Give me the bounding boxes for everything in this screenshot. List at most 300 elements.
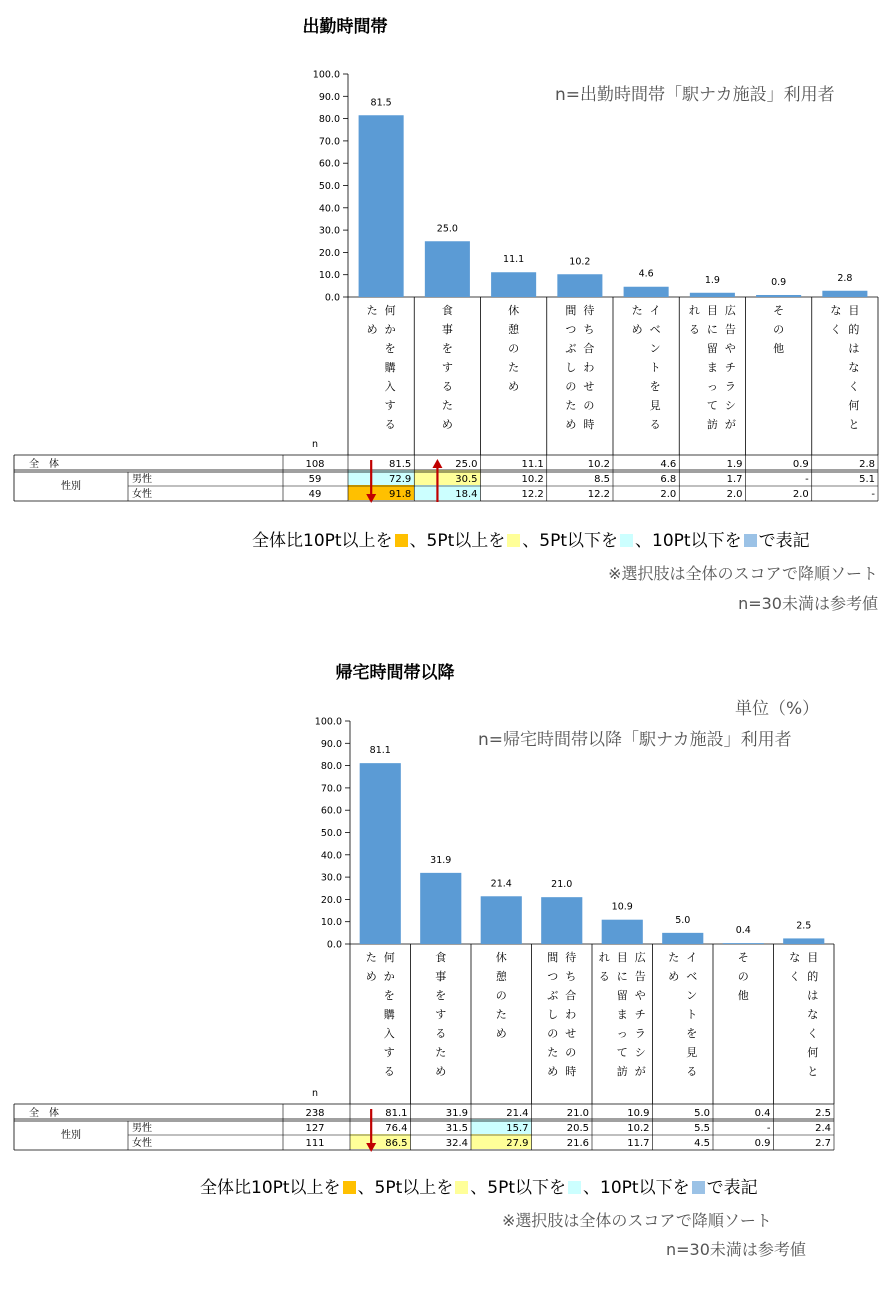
legend-text: 、10Pt以下を [635, 531, 742, 551]
row-n: 127 [305, 1123, 325, 1134]
category-label-char: 時 [583, 418, 595, 431]
y-tick-label: 30.0 [320, 872, 342, 884]
category-label-char: た [668, 951, 680, 964]
bar-value-label: 2.5 [796, 920, 812, 932]
category-label-char: イ [649, 304, 661, 317]
category-label-char: の [565, 1046, 577, 1059]
row-label-total: 全 体 [29, 459, 59, 470]
bar [481, 896, 522, 944]
category-label-char: す [384, 399, 396, 412]
category-label-char: ま [706, 361, 718, 374]
legend-text: 、5Pt以下を [522, 531, 619, 551]
category-label-char: 入 [383, 1027, 395, 1040]
category-label-char: た [547, 1046, 559, 1059]
n-header: n [311, 439, 319, 450]
category-label-char: ン [649, 342, 661, 355]
y-tick-label: 70.0 [320, 783, 342, 795]
table-cell: 0.9 [754, 1138, 771, 1149]
category-label-char: 事 [441, 323, 453, 336]
category-label-char: た [565, 399, 577, 412]
category-label-char: そ [773, 304, 785, 317]
category-label-char: 憩 [495, 970, 507, 983]
category-label [496, 950, 508, 1040]
unit-label: 単位（%） [735, 699, 820, 719]
category-label-char: わ [583, 361, 595, 374]
category-label-char: く [830, 323, 842, 336]
category-label-char: つ [565, 323, 577, 336]
category-label-char: の [495, 989, 507, 1002]
category-label-char: の [547, 1027, 559, 1040]
category-label-char: チ [724, 361, 736, 374]
table-cell: - [766, 1123, 771, 1134]
category-label-char: す [435, 1008, 447, 1021]
bar [491, 272, 536, 297]
category-label-char: は [807, 989, 819, 1002]
category-label-char: ベ [686, 970, 698, 983]
legend-swatch-plus5 [455, 1181, 468, 1194]
category-label [385, 304, 396, 431]
category-label [650, 304, 661, 431]
category-label-char: 的 [807, 970, 819, 983]
bar [723, 943, 764, 944]
category-label-char: 広 [634, 951, 646, 964]
category-label-char: 食 [435, 951, 447, 964]
category-label-char: 何 [807, 1046, 819, 1059]
table-cell: 2.4 [815, 1123, 831, 1134]
y-tick-label: 10.0 [320, 917, 342, 929]
category-label-char: の [565, 380, 577, 393]
legend-swatch-plus10 [395, 534, 408, 547]
table-cell: 15.7 [506, 1123, 529, 1134]
table-cell: 8.5 [594, 474, 610, 485]
table-cell: 81.1 [385, 1108, 408, 1119]
category-label-char: く [848, 380, 860, 393]
legend-swatch-plus10 [343, 1181, 356, 1194]
bar-value-label: 31.9 [430, 854, 452, 866]
category-label-char: 広 [724, 304, 736, 317]
category-label-char: ま [616, 1008, 628, 1021]
category-label [384, 951, 395, 1078]
category-label-char: れ [598, 951, 610, 964]
bar [783, 938, 824, 944]
table-cell: 1.7 [726, 474, 743, 485]
y-tick-label: 70.0 [318, 136, 340, 148]
table-cell: 21.4 [506, 1108, 529, 1119]
reference-note: n=30未満は参考値 [738, 594, 878, 613]
category-label-char: ぶ [565, 342, 577, 355]
category-label-char: イ [686, 951, 698, 964]
legend [200, 1173, 758, 1198]
y-tick-label: 60.0 [318, 158, 340, 170]
category-label-char: を [383, 989, 395, 1002]
category-label [547, 951, 558, 1078]
category-label [689, 304, 700, 336]
category-label-char: し [565, 361, 577, 374]
category-label-char: 見 [686, 1046, 698, 1059]
category-label-char: 購 [384, 361, 396, 374]
category-label-char: か [384, 323, 396, 336]
category-label-char: わ [565, 1008, 577, 1021]
n-label: n=出勤時間帯「駅ナカ施設」利用者 [555, 85, 835, 105]
table-cell: 72.9 [388, 474, 412, 485]
category-label-char: 何 [383, 951, 395, 964]
bar [624, 287, 669, 297]
category-label-char: 食 [441, 304, 453, 317]
y-tick-label: 40.0 [318, 203, 340, 215]
category-label [635, 951, 646, 1078]
category-label-char: っ [616, 1027, 628, 1040]
row-label: 男性 [132, 474, 152, 485]
legend-text: で表記 [706, 1178, 758, 1198]
category-label-char: の [773, 323, 785, 336]
table-cell: 76.4 [385, 1123, 408, 1134]
table-cell: - [871, 489, 875, 500]
category-label-char: せ [583, 380, 595, 393]
table-cell: 1.9 [726, 459, 743, 470]
category-label-char: 待 [583, 304, 595, 317]
bar [690, 293, 735, 297]
category-label-char: 訪 [706, 418, 718, 431]
row-label: 男性 [132, 1123, 152, 1134]
category-label-char: た [441, 399, 453, 412]
row-n: 49 [308, 489, 322, 500]
category-label [565, 304, 576, 431]
y-tick-label: 40.0 [320, 850, 342, 862]
table-cell: 12.2 [587, 489, 610, 500]
y-tick-label: 30.0 [318, 225, 340, 237]
category-label-char: 入 [384, 380, 396, 393]
chart-title: 帰宅時間帯以降 [335, 663, 455, 683]
table-cell: 2.0 [726, 489, 743, 500]
group-label: 性別 [61, 481, 81, 492]
category-label-char: た [435, 1046, 447, 1059]
category-label-char: 目 [807, 951, 819, 964]
bar [557, 274, 602, 297]
category-label-char: め [668, 970, 680, 983]
bar-value-label: 21.0 [551, 879, 573, 891]
chart-title: 出勤時間帯 [302, 17, 388, 37]
category-label-char: め [366, 323, 378, 336]
category-label-char: て [706, 399, 718, 412]
category-label [367, 304, 378, 336]
category-label [442, 304, 453, 431]
category-label [435, 951, 446, 1078]
category-label-char: を [649, 380, 661, 393]
legend [252, 526, 810, 551]
legend-swatch-minus10 [744, 534, 757, 547]
category-label-char: と [807, 1065, 819, 1078]
category-label-char: ン [686, 989, 698, 1002]
category-label [668, 951, 679, 983]
category-label-char: が [634, 1065, 646, 1078]
category-label [583, 303, 594, 431]
category-label-char: る [686, 1065, 698, 1078]
table-cell: 2.7 [815, 1138, 831, 1149]
table-cell: 32.4 [445, 1138, 468, 1149]
bar-value-label: 81.5 [370, 97, 392, 109]
category-label-char: 他 [773, 342, 785, 355]
category-label [789, 951, 800, 983]
y-tick-label: 80.0 [318, 114, 340, 126]
y-tick-label: 90.0 [320, 738, 342, 750]
y-tick-label: 80.0 [320, 761, 342, 773]
category-label-char: め [495, 1027, 507, 1040]
table-cell: 0.9 [792, 459, 809, 470]
y-tick-label: 20.0 [318, 247, 340, 259]
bar-value-label: 10.9 [611, 901, 633, 913]
row-n: 59 [308, 474, 322, 485]
category-label-char: 告 [634, 970, 646, 983]
n-header: n [311, 1088, 319, 1099]
category-label [773, 304, 784, 355]
bar [360, 763, 401, 944]
category-label [508, 303, 520, 393]
category-label-char: 留 [616, 989, 628, 1002]
sort-note: ※選択肢は全体のスコアで降順ソート [502, 1211, 772, 1230]
sort-note: ※選択肢は全体のスコアで降順ソート [608, 564, 878, 583]
category-label-char: く [807, 1027, 819, 1040]
row-label: 女性 [132, 1138, 152, 1149]
legend-text: 、5Pt以上を [357, 1178, 454, 1198]
category-label-char: 憩 [508, 323, 520, 336]
category-label-char: た [366, 304, 378, 317]
legend-text: 全体比10Pt以上を [252, 531, 393, 551]
bar-value-label: 25.0 [436, 223, 458, 235]
y-tick-label: 100.0 [314, 716, 342, 728]
category-label-char: の [583, 399, 595, 412]
table-cell: 6.8 [660, 474, 677, 485]
category-label-char: 間 [547, 951, 559, 964]
category-label-char: め [565, 418, 577, 431]
category-label-char: や [724, 342, 736, 355]
category-label-char: る [441, 380, 453, 393]
row-n: 238 [305, 1108, 325, 1119]
category-label-char: 的 [848, 323, 860, 336]
category-label-char: が [724, 418, 736, 431]
category-label [725, 304, 736, 431]
table-cell: 11.1 [521, 459, 544, 470]
category-label-char: は [848, 342, 860, 355]
category-label-char: め [631, 323, 643, 336]
category-label-char: に [706, 323, 718, 336]
category-label-char: 合 [583, 342, 595, 355]
category-label-char: め [508, 380, 520, 393]
y-tick-label: 0.0 [326, 939, 342, 951]
table-cell: - [805, 474, 809, 485]
row-label-total: 全 体 [29, 1108, 59, 1119]
chart-2 [0, 710, 892, 1155]
category-label-char: せ [565, 1027, 577, 1040]
category-label-char: す [441, 361, 453, 374]
legend-text: 、10Pt以下を [583, 1178, 690, 1198]
category-label [366, 951, 377, 983]
legend-swatch-minus5 [620, 534, 633, 547]
category-label-char: ベ [649, 323, 661, 336]
table-cell: 20.5 [566, 1123, 589, 1134]
category-label-char: ち [565, 970, 577, 983]
category-label-char: ラ [724, 380, 736, 393]
category-label [599, 951, 610, 983]
bar [359, 115, 404, 297]
legend-swatch-minus5 [568, 1181, 581, 1194]
category-label-char: た [631, 304, 643, 317]
bar-value-label: 2.8 [837, 272, 853, 284]
category-label-char: ラ [634, 1027, 646, 1040]
row-n: 111 [305, 1138, 325, 1149]
bar-value-label: 0.4 [735, 925, 751, 937]
category-label-char: 合 [565, 989, 577, 1002]
table-cell: 4.5 [694, 1138, 710, 1149]
bar [425, 241, 470, 297]
table-cell: 18.4 [455, 489, 478, 500]
category-label-char: 留 [706, 342, 718, 355]
category-label-char: 見 [649, 399, 661, 412]
bar-value-label: 81.1 [369, 745, 391, 757]
table-cell: 30.5 [455, 474, 478, 485]
table-cell: 2.0 [792, 489, 809, 500]
legend-text: 、5Pt以下を [470, 1178, 567, 1198]
category-label-char: の [737, 970, 749, 983]
table-cell: 10.2 [521, 474, 544, 485]
table-cell: 4.6 [660, 459, 677, 470]
category-label [738, 951, 749, 1002]
category-label-char: る [384, 418, 396, 431]
category-label-char: る [383, 1065, 395, 1078]
category-label-char: に [616, 970, 628, 983]
table-cell: 0.4 [754, 1108, 771, 1119]
bar [541, 897, 582, 944]
bar-value-label: 11.1 [503, 254, 525, 266]
category-label-char: つ [547, 970, 559, 983]
category-label-char: チ [634, 1008, 646, 1021]
category-label-char: 購 [383, 1008, 395, 1021]
category-label [830, 304, 841, 336]
category-label-char: そ [737, 951, 749, 964]
category-label-char: た [365, 951, 377, 964]
table-cell: 86.5 [385, 1138, 408, 1149]
table-cell: 21.0 [566, 1108, 589, 1119]
table-cell: 81.5 [388, 459, 412, 470]
category-label [617, 951, 628, 1078]
category-label-char: し [547, 1008, 559, 1021]
reference-note: n=30未満は参考値 [666, 1240, 806, 1259]
category-label-char: く [789, 970, 801, 983]
category-label [707, 304, 718, 431]
category-label-char: 目 [616, 951, 628, 964]
y-tick-label: 100.0 [312, 69, 340, 81]
category-label-char: る [688, 323, 700, 336]
y-tick-label: 50.0 [320, 828, 342, 839]
category-label-char: っ [706, 380, 718, 393]
category-label-char: と [848, 418, 860, 431]
category-label-char: た [508, 361, 520, 374]
bar [662, 933, 703, 944]
category-label [807, 951, 818, 1078]
category-label-char: 目 [706, 304, 718, 317]
category-label-char: 何 [384, 304, 396, 317]
y-tick-label: 10.0 [318, 270, 340, 282]
n-label: n=帰宅時間帯以降「駅ナカ施設」利用者 [478, 730, 792, 750]
table-cell: 10.2 [627, 1123, 650, 1134]
y-tick-label: 90.0 [318, 91, 340, 103]
table-cell: 12.2 [521, 489, 544, 500]
y-tick-label: 60.0 [320, 805, 342, 817]
bar-value-label: 4.6 [638, 268, 654, 280]
y-tick-label: 0.0 [324, 292, 340, 304]
table-cell: 10.9 [627, 1108, 650, 1119]
category-label-char: を [686, 1027, 698, 1040]
category-label-char: を [435, 989, 447, 1002]
y-tick-label: 20.0 [320, 894, 342, 906]
category-label [632, 304, 643, 336]
category-label-char: ト [649, 361, 661, 374]
bar-value-label: 21.4 [490, 878, 512, 890]
category-label [848, 304, 859, 431]
category-label-char: の [508, 342, 520, 355]
category-label-char: な [789, 951, 801, 964]
category-label-char: る [649, 418, 661, 431]
category-label-char: て [616, 1046, 628, 1059]
category-label-char: め [547, 1065, 559, 1078]
category-label-char: 休 [508, 304, 520, 317]
legend-text: 、5Pt以上を [409, 531, 506, 551]
table-cell: 2.8 [859, 459, 875, 470]
table-cell: 5.0 [694, 1108, 710, 1119]
bar-value-label: 5.0 [675, 914, 691, 926]
category-label-char: ち [583, 323, 595, 336]
bar [420, 873, 461, 944]
trend-arrow-head [432, 459, 442, 468]
legend-text: で表記 [758, 531, 810, 551]
category-label-char: 休 [495, 951, 507, 964]
category-label-char: 訪 [616, 1065, 628, 1078]
category-label-char: 告 [724, 323, 736, 336]
category-label-char: る [435, 1027, 447, 1040]
table-cell: 5.1 [859, 474, 875, 485]
category-label-char: た [495, 1008, 507, 1021]
chart-1 [0, 60, 892, 505]
category-label-char: や [634, 989, 646, 1002]
legend-swatch-minus10 [692, 1181, 705, 1194]
bar [602, 920, 643, 944]
table-cell: 2.0 [660, 489, 677, 500]
table-cell: 31.9 [445, 1108, 468, 1119]
category-label-char: 目 [848, 304, 860, 317]
category-label-char: を [384, 342, 396, 355]
table-cell: 2.5 [815, 1108, 831, 1119]
category-label-char: 事 [435, 970, 447, 983]
category-label-char: シ [724, 399, 736, 412]
bar-value-label: 0.9 [771, 276, 787, 288]
category-label-char: な [848, 361, 860, 374]
category-label-char: れ [688, 304, 700, 317]
table-cell: 31.5 [445, 1123, 468, 1134]
category-label [565, 950, 576, 1078]
table-cell: 11.7 [627, 1138, 650, 1149]
category-label-char: か [383, 970, 395, 983]
category-label-char: め [441, 418, 453, 431]
legend-swatch-plus5 [507, 534, 520, 547]
category-label-char: ぶ [547, 989, 559, 1002]
category-label-char: 待 [565, 951, 577, 964]
group-label: 性別 [61, 1130, 81, 1141]
legend-text: 全体比10Pt以上を [200, 1178, 341, 1198]
bar-value-label: 1.9 [704, 274, 720, 286]
category-label-char: シ [634, 1046, 646, 1059]
category-label-char: 時 [565, 1065, 577, 1078]
table-cell: 21.6 [566, 1138, 589, 1149]
category-label-char: 何 [848, 399, 860, 412]
